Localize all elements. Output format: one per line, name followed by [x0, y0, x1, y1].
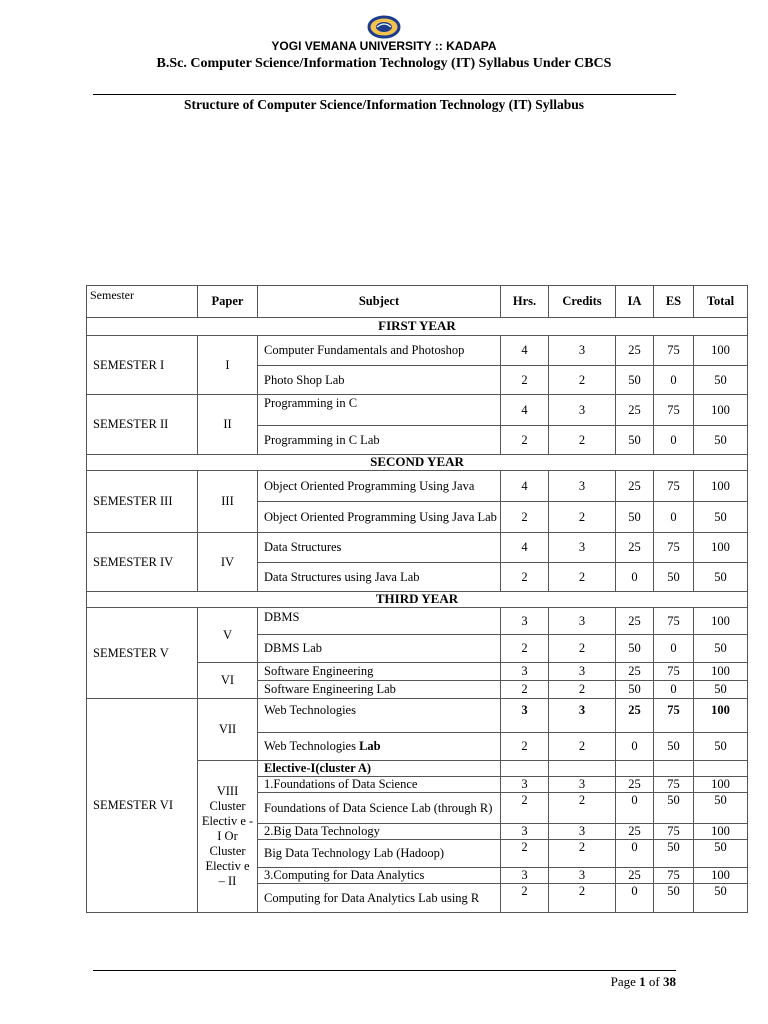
subject-cell: DBMS Lab — [258, 635, 501, 663]
subject-cell: Object Oriented Programming Using Java — [258, 471, 501, 502]
es-cell: 50 — [654, 733, 694, 761]
table-row — [87, 533, 748, 563]
table-row — [87, 608, 748, 635]
es-cell: 75 — [654, 533, 694, 563]
paper-cell: VIII Cluster Electiv e - I Or Cluster Electiv e – II — [198, 761, 258, 913]
header-divider — [93, 94, 676, 95]
es-cell: 75 — [654, 699, 694, 733]
credits-cell: 3 — [549, 471, 616, 502]
ia-cell: 0 — [616, 793, 654, 824]
total-cell: 50 — [694, 563, 748, 592]
hrs-cell: 3 — [501, 663, 549, 681]
ia-cell: 50 — [616, 635, 654, 663]
credits-cell: 3 — [549, 699, 616, 733]
total-cell: 50 — [694, 840, 748, 868]
ia-cell: 0 — [616, 733, 654, 761]
ia-cell: 25 — [616, 699, 654, 733]
ia-cell: 0 — [616, 563, 654, 592]
hrs-cell: 2 — [501, 366, 549, 395]
header-subject: Subject — [258, 286, 501, 318]
hrs-cell: 2 — [501, 793, 549, 824]
subject-cell: Object Oriented Programming Using Java Lab — [258, 502, 501, 533]
es-cell: 50 — [654, 884, 694, 913]
es-cell: 0 — [654, 635, 694, 663]
es-cell: 75 — [654, 868, 694, 884]
total-cell: 100 — [694, 395, 748, 426]
subject-cell: Data Structures — [258, 533, 501, 563]
header-credits: Credits — [549, 286, 616, 318]
total-cell: 100 — [694, 868, 748, 884]
credits-cell: 2 — [549, 884, 616, 913]
credits-cell: 2 — [549, 366, 616, 395]
ia-cell: 50 — [616, 681, 654, 699]
total-cell: 100 — [694, 824, 748, 840]
subject-cell — [258, 733, 501, 761]
es-cell: 50 — [654, 793, 694, 824]
hrs-cell: 3 — [501, 608, 549, 635]
es-cell: 75 — [654, 471, 694, 502]
total-cell: 50 — [694, 681, 748, 699]
subject-cell: 3.Computing for Data Analytics — [258, 868, 501, 884]
structure-title: Structure of Computer Science/Information Technology (IT) Syllabus — [183, 97, 585, 112]
header-semester: Semester — [87, 286, 198, 318]
es-cell — [654, 761, 694, 777]
subject-cell: Photo Shop Lab — [258, 366, 501, 395]
ia-cell: 25 — [616, 777, 654, 793]
subject-cell: Programming in C Lab — [258, 426, 501, 455]
total-cell: 50 — [694, 502, 748, 533]
header-paper: Paper — [198, 286, 258, 318]
university-logo — [367, 15, 401, 39]
paper-cell: V — [198, 608, 258, 663]
hrs-cell: 3 — [501, 777, 549, 793]
footer-divider — [93, 970, 676, 971]
semester-cell: SEMESTER VI — [87, 699, 198, 913]
table-row — [87, 336, 748, 366]
total-cell: 50 — [694, 366, 748, 395]
hrs-cell: 2 — [501, 563, 549, 592]
credits-cell: 3 — [549, 608, 616, 635]
university-name: YOGI VEMANA UNIVERSITY :: KADAPA — [271, 39, 497, 53]
es-cell: 75 — [654, 336, 694, 366]
credits-cell: 2 — [549, 426, 616, 455]
es-cell: 50 — [654, 840, 694, 868]
semester-cell: SEMESTER I — [87, 336, 198, 395]
subject-cell: Elective-I(cluster A) — [258, 761, 501, 777]
ia-cell: 50 — [616, 502, 654, 533]
subject-text: Web Technologies — [264, 739, 356, 754]
total-cell: 50 — [694, 426, 748, 455]
subject-cell: Programming in C — [258, 395, 501, 426]
subject-cell: Software Engineering Lab — [258, 681, 501, 699]
credits-cell: 3 — [549, 336, 616, 366]
total-cell: 100 — [694, 533, 748, 563]
es-cell: 0 — [654, 366, 694, 395]
es-cell: 75 — [654, 777, 694, 793]
paper-cell: I — [198, 336, 258, 395]
ia-cell: 0 — [616, 884, 654, 913]
credits-cell: 2 — [549, 840, 616, 868]
hrs-cell: 2 — [501, 884, 549, 913]
course-title: B.Sc. Computer Science/Information Technology (IT) Syllabus Under CBCS — [156, 56, 612, 71]
ia-cell: 25 — [616, 824, 654, 840]
paper-cell: IV — [198, 533, 258, 592]
credits-cell: 2 — [549, 563, 616, 592]
header-es: ES — [654, 286, 694, 318]
ia-cell: 25 — [616, 533, 654, 563]
total-cell: 100 — [694, 608, 748, 635]
es-cell: 0 — [654, 681, 694, 699]
paper-cell: III — [198, 471, 258, 533]
subject-bold-text: Lab — [355, 739, 381, 754]
table-row — [87, 395, 748, 426]
subject-cell: Foundations of Data Science Lab (through R) — [258, 793, 501, 824]
semester-cell: SEMESTER V — [87, 608, 198, 699]
semester-cell: SEMESTER IV — [87, 533, 198, 592]
ia-cell: 25 — [616, 868, 654, 884]
credits-cell: 2 — [549, 681, 616, 699]
ia-cell — [616, 761, 654, 777]
credits-cell: 2 — [549, 793, 616, 824]
total-cell: 50 — [694, 884, 748, 913]
ia-cell: 50 — [616, 366, 654, 395]
hrs-cell: 3 — [501, 699, 549, 733]
year-label-second: SECOND YEAR — [87, 455, 748, 471]
es-cell: 75 — [654, 824, 694, 840]
es-cell: 0 — [654, 426, 694, 455]
subject-cell: Data Structures using Java Lab — [258, 563, 501, 592]
hrs-cell: 4 — [501, 471, 549, 502]
hrs-cell: 2 — [501, 502, 549, 533]
total-cell: 100 — [694, 777, 748, 793]
syllabus-table — [86, 285, 748, 913]
es-cell: 0 — [654, 502, 694, 533]
header-hrs: Hrs. — [501, 286, 549, 318]
paper-cell: VII — [198, 699, 258, 761]
hrs-cell: 3 — [501, 868, 549, 884]
hrs-cell: 2 — [501, 681, 549, 699]
hrs-cell: 4 — [501, 395, 549, 426]
hrs-cell — [501, 761, 549, 777]
ia-cell: 25 — [616, 395, 654, 426]
page-total: 38 — [663, 974, 676, 989]
hrs-cell: 2 — [501, 840, 549, 868]
es-cell: 50 — [654, 563, 694, 592]
credits-cell: 3 — [549, 777, 616, 793]
total-cell: 100 — [694, 336, 748, 366]
ia-cell: 25 — [616, 663, 654, 681]
hrs-cell: 2 — [501, 733, 549, 761]
year-row — [87, 455, 748, 471]
credits-cell: 3 — [549, 824, 616, 840]
table-row — [87, 471, 748, 502]
page-current: 1 — [639, 974, 646, 989]
subject-cell: DBMS — [258, 608, 501, 635]
total-cell: 100 — [694, 471, 748, 502]
year-label-first: FIRST YEAR — [87, 318, 748, 336]
ia-cell: 0 — [616, 840, 654, 868]
year-row — [87, 592, 748, 608]
year-label-third: THIRD YEAR — [87, 592, 748, 608]
year-row — [87, 318, 748, 336]
table-row — [87, 699, 748, 733]
total-cell: 50 — [694, 635, 748, 663]
hrs-cell: 2 — [501, 635, 549, 663]
es-cell: 75 — [654, 663, 694, 681]
credits-cell: 3 — [549, 868, 616, 884]
credits-cell: 2 — [549, 635, 616, 663]
subject-cell: Computing for Data Analytics Lab using R — [258, 884, 501, 913]
subject-cell: 2.Big Data Technology — [258, 824, 501, 840]
subject-cell: Software Engineering — [258, 663, 501, 681]
ia-cell: 25 — [616, 336, 654, 366]
total-cell: 50 — [694, 733, 748, 761]
subject-cell: Web Technologies — [258, 699, 501, 733]
credits-cell: 3 — [549, 395, 616, 426]
subject-cell: Computer Fundamentals and Photoshop — [258, 336, 501, 366]
ia-cell: 25 — [616, 471, 654, 502]
credits-cell: 2 — [549, 733, 616, 761]
table-header-row — [87, 286, 748, 318]
hrs-cell: 2 — [501, 426, 549, 455]
semester-cell: SEMESTER II — [87, 395, 198, 455]
subject-cell: 1.Foundations of Data Science — [258, 777, 501, 793]
hrs-cell: 4 — [501, 336, 549, 366]
paper-cell: VI — [198, 663, 258, 699]
header-total: Total — [694, 286, 748, 318]
ia-cell: 25 — [616, 608, 654, 635]
total-cell — [694, 761, 748, 777]
page-number — [611, 974, 676, 990]
credits-cell: 3 — [549, 533, 616, 563]
hrs-cell: 3 — [501, 824, 549, 840]
paper-cell: II — [198, 395, 258, 455]
header-ia: IA — [616, 286, 654, 318]
credits-cell: 3 — [549, 663, 616, 681]
semester-cell: SEMESTER III — [87, 471, 198, 533]
total-cell: 100 — [694, 663, 748, 681]
es-cell: 75 — [654, 395, 694, 426]
es-cell: 75 — [654, 608, 694, 635]
credits-cell: 2 — [549, 502, 616, 533]
credits-cell — [549, 761, 616, 777]
total-cell: 50 — [694, 793, 748, 824]
subject-cell: Big Data Technology Lab (Hadoop) — [258, 840, 501, 868]
page-of: of — [645, 974, 663, 989]
ia-cell: 50 — [616, 426, 654, 455]
total-cell: 100 — [694, 699, 748, 733]
hrs-cell: 4 — [501, 533, 549, 563]
page-prefix: Page — [610, 974, 640, 989]
